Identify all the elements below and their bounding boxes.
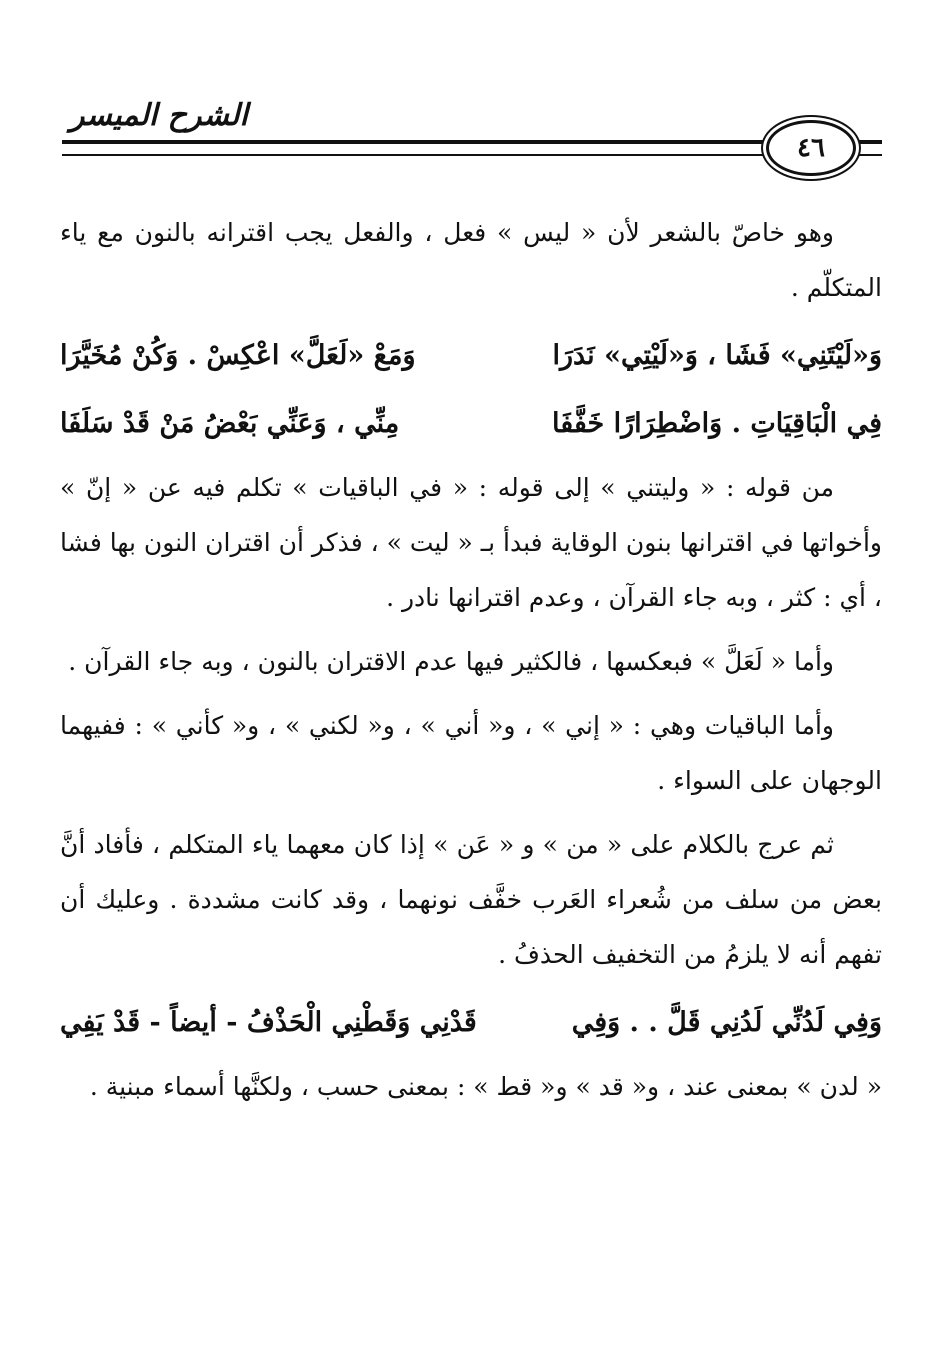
paragraph-4: وأما الباقيات وهي : « إني » ، و« أني » ، و« لكني » ، و« كأني » : ففيهما الوجهان على السواء . bbox=[60, 711, 882, 795]
header-rule bbox=[62, 140, 822, 156]
header-rule-right bbox=[852, 140, 882, 156]
paragraph-1: وهو خاصّ بالشعر لأن « ليس » فعل ، والفعل يجب اقترانه بالنون مع ياء المتكلّم . bbox=[60, 218, 882, 302]
page-body bbox=[60, 205, 882, 1123]
verse-2 bbox=[60, 392, 882, 456]
paragraph-2: من قوله : « وليتني » إلى قوله : « في الباقيات » تكلم فيه عن « إنّ » وأخواتها في اقترانها بنون الوقاية فبدأ بـ « ليت » ، فذكر أن اقتران النون بها فشا ، أي : كثر ، وبه جاء القرآن ، وعدم اقترانها نادر . bbox=[59, 473, 882, 612]
paragraph-3: وأما « لَعَلَّ » فبعكسها ، فالكثير فيها عدم الاقتران بالنون ، وبه جاء القرآن . bbox=[68, 647, 834, 676]
page-number: ٤٦ bbox=[766, 120, 856, 176]
running-title: الشرح الميسر bbox=[70, 98, 248, 133]
verse-3-second-hemistich: قَدْنِي وَقَطْنِي الْحَذْفُ - أيضاً - قَدْ يَفِي bbox=[60, 1007, 477, 1038]
paragraph-6: « لدن » بمعنى عند ، و« قد » و« قط » : بمعنى حسب ، ولكنَّها أسماء مبنية . bbox=[89, 1072, 882, 1101]
paragraph-5: ثم عرج بالكلام على « من » و « عَن » إذا كان معهما ياء المتكلم ، فأفاد أنَّ بعض من سلف من شُعراء العَرب خفَّف نونهما ، وقد كانت مشددة . وعليك أن تفهم أنه لا يلزمُ من التخفيف الحذفُ . bbox=[60, 830, 882, 969]
verse-2-second-hemistich: مِنِّي ، وَعَنِّي بَعْضُ مَنْ قَدْ سَلَفَا bbox=[60, 408, 400, 439]
verse-1-first-hemistich: وَ«لَيْتَنِي» فَشَا ، وَ«لَيْتِي» نَدَرَا bbox=[552, 340, 882, 371]
verse-1-second-hemistich: وَمَعْ «لَعَلَّ» اعْكِسْ . وَكُنْ مُخَيَّرَا bbox=[60, 340, 416, 371]
verse-3 bbox=[60, 991, 882, 1055]
verse-1 bbox=[60, 324, 882, 388]
verse-3-first-hemistich: وَفِي لَدُنِّي لَدُنِي قَلَّ . . وَفِي bbox=[571, 1007, 882, 1038]
verse-2-first-hemistich: فِي الْبَاقِيَاتِ . وَاضْطِرَارًا خَفَّفَا bbox=[552, 408, 882, 439]
